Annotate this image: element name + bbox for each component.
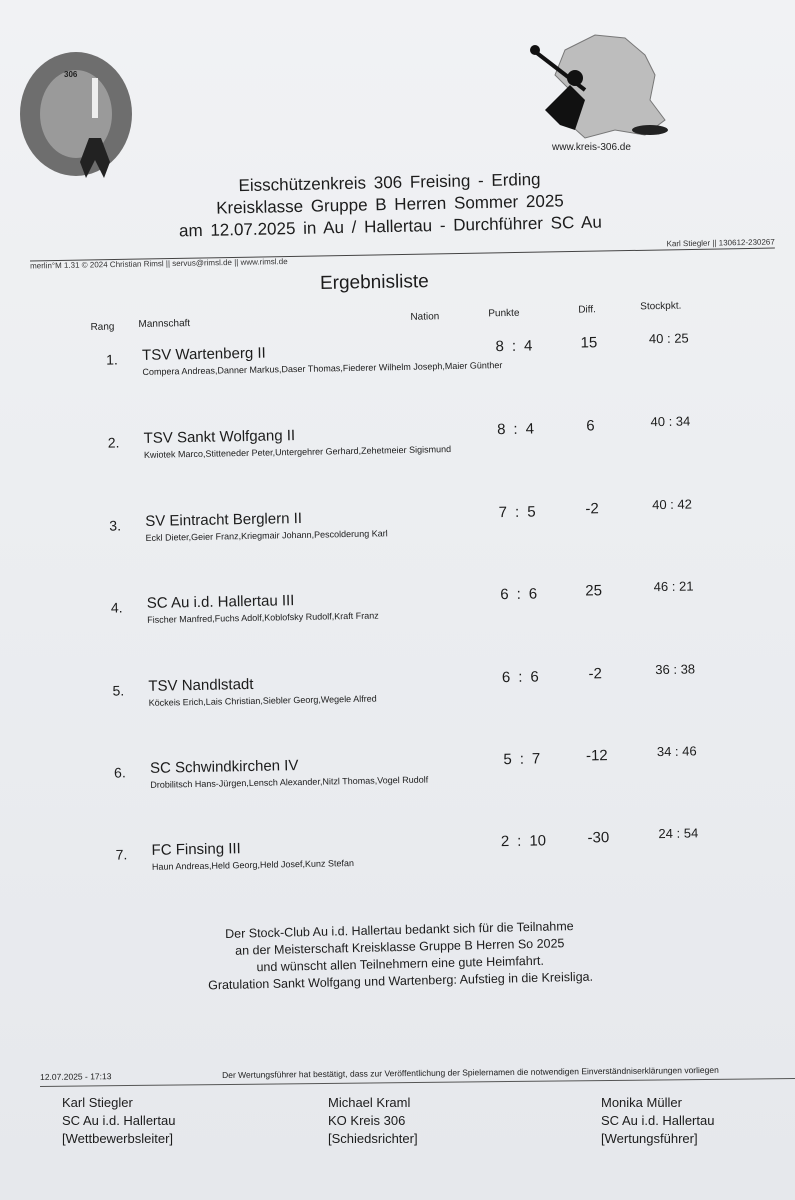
points-lost: 6 xyxy=(530,668,539,686)
player-list: Eckl Dieter,Geier Franz,Kriegmair Johann,Pescolderung Karl xyxy=(145,528,388,543)
table-row xyxy=(94,578,755,660)
table-row xyxy=(92,496,753,578)
emblem-pole xyxy=(92,78,98,118)
difference: -2 xyxy=(588,665,603,683)
thanks-line: und wünscht allen Teilnehmern eine gute Heimfahrt. xyxy=(256,953,545,975)
signature-block xyxy=(601,1094,714,1148)
title-line-2: Kreisklasse Gruppe B Herren Sommer 2025 xyxy=(216,191,564,218)
thanks-line: Gratulation Sankt Wolfgang und Wartenberg: Aufstieg in die Kreisliga. xyxy=(207,969,594,993)
difference: -2 xyxy=(585,500,599,518)
points: 6 : 6 xyxy=(501,668,539,687)
table-row xyxy=(97,743,758,825)
rank: 7. xyxy=(115,846,128,863)
points-lost: 4 xyxy=(525,420,535,438)
kreis-logo xyxy=(525,30,675,145)
points-lost: 4 xyxy=(523,337,533,355)
difference: 6 xyxy=(586,417,595,435)
table-row xyxy=(95,661,756,743)
stock-points: 36 : 38 xyxy=(655,661,696,678)
competition-title xyxy=(139,167,640,243)
points: 5 : 7 xyxy=(503,750,541,769)
team-name: TSV Sankt Wolfgang II xyxy=(143,427,296,447)
player-list: Drobilitsch Hans-Jürgen,Lensch Alexander,Nitzl Thomas,Vogel Rudolf xyxy=(150,774,429,790)
signatory-name: Michael Kraml xyxy=(328,1095,411,1110)
player-list: Fischer Manfred,Fuchs Adolf,Koblofsky Rudolf,Kraft Franz xyxy=(147,610,379,625)
stock-points: 40 : 25 xyxy=(648,330,689,347)
thank-you-note xyxy=(169,917,630,995)
list-title: Ergebnisliste xyxy=(319,271,429,294)
curler-figure-icon xyxy=(80,138,110,178)
rank: 6. xyxy=(113,764,126,781)
footer-consent-note: Der Wertungsführer hat bestätigt, dass zur Veröffentlichung der Spielernamen die notwendigen Einverständniserklärungen vorliegen xyxy=(222,1064,719,1081)
points: 2 : 10 xyxy=(500,832,547,851)
title-line-3: am 12.07.2025 in Au / Hallertau - Durchführer SC Au xyxy=(178,212,603,241)
table-row xyxy=(89,330,750,412)
points-won: 6 xyxy=(501,668,511,687)
stock-points: 46 : 21 xyxy=(653,578,694,595)
difference: -12 xyxy=(585,747,608,765)
stock-points: 40 : 42 xyxy=(651,496,693,513)
player-list: Haun Andreas,Held Georg,Held Josef,Kunz Stefan xyxy=(151,857,355,872)
points: 6 : 6 xyxy=(500,585,538,604)
points-won: 7 xyxy=(498,503,508,522)
points: 8 : 4 xyxy=(496,420,535,439)
points: 7 : 5 xyxy=(498,503,536,522)
meta-left: merlin°M 1.31 © 2024 Christian Rimsl || servus@rimsl.de || www.rimsl.de xyxy=(30,257,288,271)
team-name: TSV Wartenberg II xyxy=(141,344,266,364)
player-list: Köckeis Erich,Lais Christian,Siebler Georg,Wegele Alfred xyxy=(148,693,377,708)
thanks-line: Der Stock-Club Au i.d. Hallertau bedankt sich für die Teilnahme xyxy=(225,919,574,941)
points-won: 2 xyxy=(500,833,510,851)
team-name: TSV Nandlstadt xyxy=(148,675,254,695)
signature-block xyxy=(62,1094,175,1148)
team-name: SV Eintracht Berglern II xyxy=(145,509,303,530)
rank: 3. xyxy=(109,517,122,534)
col-header-punkte: Punkte xyxy=(488,307,520,320)
points-lost: 5 xyxy=(527,503,536,521)
points-lost: 7 xyxy=(531,750,541,768)
col-header-diff: Diff. xyxy=(578,304,596,316)
rank: 4. xyxy=(110,599,123,616)
stock-points: 40 : 34 xyxy=(650,413,691,430)
rank: 1. xyxy=(105,351,118,368)
signatory-club: SC Au i.d. Hallertau xyxy=(62,1113,176,1128)
footer xyxy=(40,1064,795,1082)
website-url: www.kreis-306.de xyxy=(552,142,631,153)
col-header-mannschaft: Mannschaft xyxy=(138,318,191,331)
table-row xyxy=(99,825,760,907)
rank: 2. xyxy=(107,434,120,451)
signatory-name: Karl Stiegler xyxy=(62,1095,133,1110)
software-meta xyxy=(30,237,775,271)
difference: 15 xyxy=(580,334,598,352)
difference: 25 xyxy=(585,582,603,600)
signatory-role: [Schiedsrichter] xyxy=(328,1131,418,1146)
col-header-nation: Nation xyxy=(410,311,440,323)
thanks-line: an der Meisterschaft Kreisklasse Gruppe B Herren So 2025 xyxy=(235,936,565,958)
signatory-club: KO Kreis 306 xyxy=(328,1113,406,1128)
team-name: FC Finsing III xyxy=(151,840,241,859)
table-row xyxy=(91,413,752,495)
points-won: 5 xyxy=(503,750,512,769)
signature-block xyxy=(328,1094,418,1148)
footer-rule xyxy=(40,1078,795,1087)
signatory-club: SC Au i.d. Hallertau xyxy=(601,1113,715,1128)
rank: 5. xyxy=(112,682,125,699)
points-won: 8 xyxy=(495,338,505,356)
club-emblem-logo xyxy=(20,52,132,176)
signatory-role: [Wettbewerbsleiter] xyxy=(62,1131,174,1146)
points-won: 6 xyxy=(500,585,509,604)
player-list: Kwiotek Marco,Stitteneder Peter,Untergehrer Gerhard,Zehetmeier Sigismund xyxy=(143,444,452,460)
signatory-name: Monika Müller xyxy=(601,1095,682,1110)
points-lost: 6 xyxy=(528,585,538,603)
meta-right: Karl Stiegler || 130612-230267 xyxy=(666,237,775,249)
footer-timestamp: 12.07.2025 - 17:13 xyxy=(40,1071,112,1082)
col-header-stockpkt: Stockpkt. xyxy=(640,300,682,313)
team-name: SC Schwindkirchen IV xyxy=(149,757,299,777)
team-name: SC Au i.d. Hallertau III xyxy=(146,592,295,612)
title-line-1: Eisschützenkreis 306 Freising - Erding xyxy=(238,169,541,196)
points-won: 8 xyxy=(496,421,506,439)
stock-points: 24 : 54 xyxy=(658,825,699,842)
emblem-inner xyxy=(40,70,112,158)
emblem-number: 306 xyxy=(64,70,78,79)
col-header-rang: Rang xyxy=(90,321,115,333)
stock-points: 34 : 46 xyxy=(656,743,697,760)
bavaria-map-logo-icon xyxy=(525,30,675,145)
points-lost: 10 xyxy=(529,832,547,850)
difference: -30 xyxy=(587,829,610,847)
signatory-role: [Wertungsführer] xyxy=(601,1131,698,1146)
points: 8 : 4 xyxy=(495,337,533,356)
player-list: Compera Andreas,Danner Markus,Daser Thomas,Fiederer Wilhelm Joseph,Maier Günther xyxy=(142,360,503,377)
